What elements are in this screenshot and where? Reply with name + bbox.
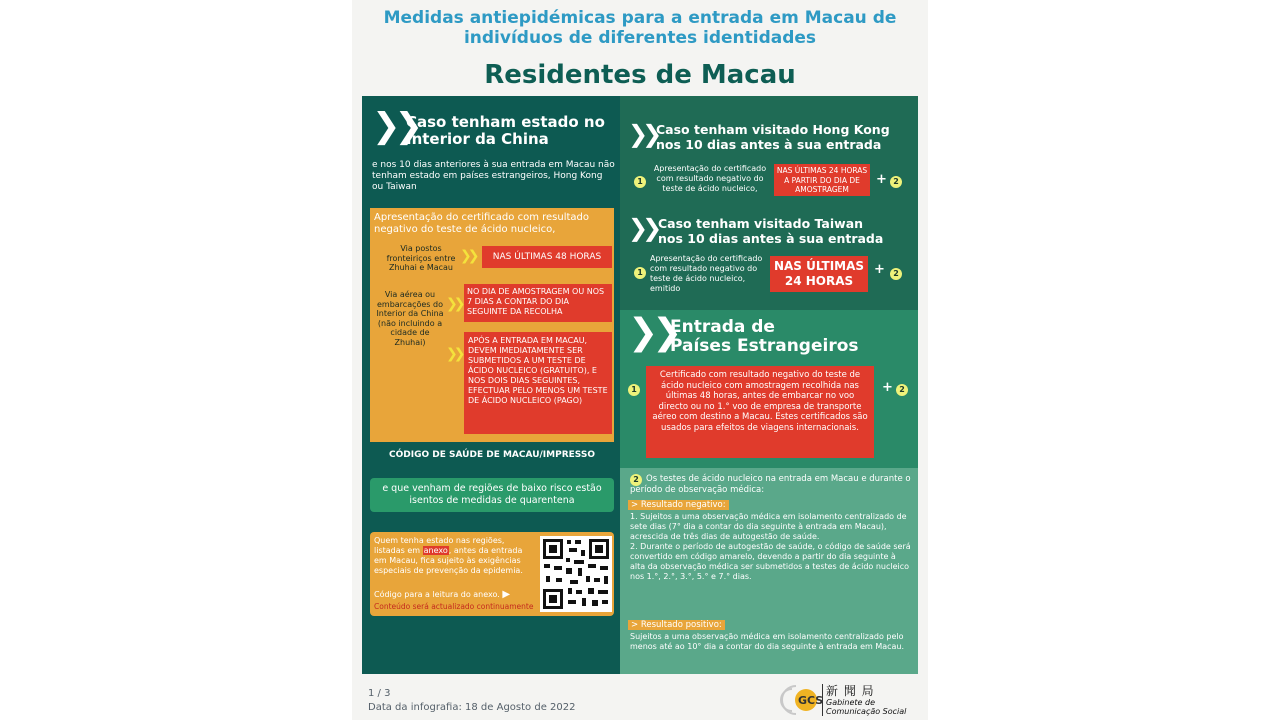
positive-result-text: Sujeitos a uma observação médica em isolamento centralizado pelo menos até ao 10° dia a contar do dia seguinte à entrada em Macau. [630, 632, 905, 651]
foreign-requirement: Certificado com resultado negativo do teste de ácido nucleico com amostragem recolhida nas últimas 48 horas, antes de embarcar no voo directo ou no 1.° voo de empresa de transporte aéreo com destino a Macau. Estes certificados são usados para efeitos de viagens internacionais. [646, 366, 874, 458]
gcs-logo [776, 682, 922, 718]
hk-heading-line-1: Caso tenham visitado Hong Kong [656, 122, 890, 137]
logo-name-line-1: Gabinete de [826, 698, 875, 707]
foreign-heading [670, 318, 859, 356]
chevron-right-icon: ❯❯ [628, 120, 657, 148]
land-border-label: Via postos fronteiriços entre Zhuhai e Macau [386, 244, 456, 272]
step-1-badge: 1 [634, 176, 646, 188]
mainland-heading [406, 114, 605, 148]
chevron-right-icon: ❯❯ [628, 214, 657, 242]
right-column [620, 96, 918, 674]
air-sea-label: Via aérea ou embarcações do Interior da China (não incluindo a cidade de Zhuhai) [376, 290, 444, 347]
logo-chinese-name: 新 聞 局 [826, 684, 875, 698]
chevron-right-icon: ❯❯ [372, 106, 417, 146]
gcs-logo-icon [776, 682, 824, 718]
logo-name-line-2: Comunicação Social [826, 707, 907, 716]
infographic-title [352, 8, 928, 48]
plus-sign: + [874, 262, 885, 277]
plus-sign: + [876, 172, 887, 187]
logo-divider [822, 684, 823, 716]
chevron-right-icon: ❯❯ [628, 312, 677, 353]
annex-qr-box [370, 532, 614, 616]
hk-heading-line-2: nos 10 dias antes à sua entrada [656, 137, 882, 152]
annex-text [374, 536, 534, 576]
page-number: 1 / 3 [368, 688, 391, 699]
taiwan-requirement [770, 256, 868, 292]
taiwan-requirement-line-1: NAS ÚLTIMAS [773, 259, 865, 273]
logo-portuguese-name [826, 698, 906, 716]
low-risk-note [370, 478, 614, 512]
air-sea-requirement: NO DIA DE AMOSTRAGEM OU NOS 7 DIAS A CONTAR DO DIA SEGUINTE DA RECOLHA [464, 284, 612, 322]
step-2-badge: 2 [630, 474, 642, 486]
mainland-certificate-box [370, 208, 614, 442]
positive-result-label: > Resultado positivo: [628, 620, 725, 630]
title-line-2: indivíduos de diferentes identidades [463, 28, 817, 48]
taiwan-heading-line-1: Caso tenham visitado Taiwan [658, 216, 864, 231]
chevron-right-icon: ❯❯ [460, 248, 476, 264]
taiwan-heading-line-2: nos 10 dias antes à sua entrada [658, 231, 884, 246]
land-border-requirement: NAS ÚLTIMAS 48 HORAS [482, 246, 612, 268]
health-code-label: CÓDIGO DE SAÚDE DE MACAU/IMPRESSO [389, 450, 595, 460]
plus-sign: + [882, 380, 893, 395]
hk-taiwan-panel [620, 96, 918, 310]
hk-requirement: NAS ÚLTIMAS 24 HORAS A PARTIR DO DIA DE AMOSTRAGEM [774, 164, 870, 196]
low-risk-text: e que venham de regiões de baixo risco estão isentos de medidas de quarentena [382, 483, 602, 506]
step-2-badge: 2 [890, 268, 902, 280]
mainland-china-panel [362, 96, 620, 674]
step-1-badge: 1 [634, 267, 646, 279]
hk-heading [656, 122, 890, 152]
mainland-heading-line-2: Interior da China [406, 130, 549, 148]
mainland-heading-line-1: Caso tenham estado no [406, 113, 605, 131]
chevron-right-icon: ❯❯ [446, 296, 462, 312]
info-card [362, 96, 918, 674]
hk-text: Apresentação do certificado com resultado negativo do teste de ácido nucleico, [653, 164, 767, 193]
chevron-right-icon: ❯❯ [446, 346, 462, 362]
infographic-page [352, 0, 928, 720]
taiwan-heading [658, 216, 883, 246]
section-title: Residentes de Macau [484, 60, 796, 90]
infographic-date: Data da infografia: 18 de Agosto de 2022 [368, 702, 576, 713]
certificate-title: Apresentação do certificado com resultado negativo do teste de ácido nucleico, [374, 212, 589, 235]
qr-code-icon[interactable] [540, 536, 612, 612]
negative-result-text: 1. Sujeitos a uma observação médica em isolamento centralizado de sete dias (7° dia a contar do dia seguinte à entrada em Macau), acrescida de três dias de autogestão de saúde. 2. Durante o período de autogestão de saúde, o código de saúde será convertido em código amarelo, devendo a partir do dia seguinte à alta da observação médica ser submetidos a testes de ácido nucleico nos 1.°, 2.°, 3.°, 5.° e 7.° dias. [630, 512, 911, 581]
mainland-intro: e nos 10 dias anteriores à sua entrada em Macau não tenham estado em países estrangeiros, Hong Kong ou Taiwan [372, 160, 615, 192]
foreign-countries-panel [620, 310, 918, 468]
tests-intro: Os testes de ácido nucleico na entrada em Macau e durante o período de observação médica: [630, 474, 911, 495]
foreign-heading-line-2: Países Estrangeiros [670, 336, 859, 356]
annex-read-text: Código para a leitura do anexo. [374, 590, 500, 599]
annex-link[interactable]: anexo [423, 546, 448, 555]
after-entry-requirement: APÓS A ENTRADA EM MACAU, DEVEM IMEDIATAMENTE SER SUBMETIDOS A UM TESTE DE ÁCIDO NUCLEICO (GRATUITO), E NOS DOIS DIAS SEGUINTES, EFECTUAR PELO MENOS UM TESTE DE ÁCIDO NUCLEICO (PAGO) [464, 332, 612, 434]
negative-result-label: > Resultado negativo: [628, 500, 729, 510]
step-2-badge: 2 [890, 176, 902, 188]
step-1-badge: 1 [628, 384, 640, 396]
logo-abbreviation: GCS [798, 694, 824, 707]
play-arrow-icon: ▶ [502, 589, 511, 600]
foreign-heading-line-1: Entrada de [670, 317, 775, 337]
step-2-badge: 2 [896, 384, 908, 396]
annex-read-label [374, 589, 534, 600]
taiwan-text: Apresentação do certificado com resultado negativo do teste de ácido nucleico, emitido [650, 254, 763, 293]
taiwan-requirement-line-2: 24 HORAS [784, 274, 854, 288]
annex-update-note: Conteúdo será actualizado continuamente [374, 602, 534, 611]
title-line-1: Medidas antiepidémicas para a entrada em Macau de [383, 8, 897, 28]
tests-panel [620, 468, 918, 674]
annex-text-b: , antes da entrada em Macau, fica sujeito às exigências especiais de prevenção da epidemia. [374, 546, 523, 575]
annex-text-a: Quem tenha estado nas regiões, listadas em [374, 536, 505, 555]
